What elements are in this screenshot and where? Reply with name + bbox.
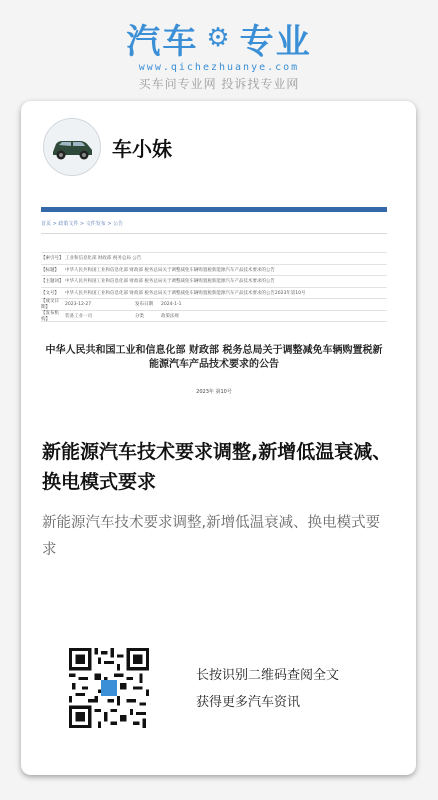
document-thumbnail[interactable] bbox=[41, 207, 387, 462]
meta-value: 政策法规 bbox=[161, 313, 179, 319]
meta-row bbox=[41, 288, 387, 300]
meta-value: 2024-1-1 bbox=[161, 301, 182, 307]
article-summary: 新能源汽车技术要求调整,新增低温衰减、换电模式要求 bbox=[42, 515, 381, 558]
gear-icon: ⚙ bbox=[206, 23, 232, 53]
qr-caption bbox=[196, 662, 339, 716]
brand-name-left: 汽车 bbox=[126, 21, 199, 62]
meta-row bbox=[41, 311, 387, 323]
document-breadcrumb: 首页 > 政策文件 > 文件发布 > 公告 bbox=[41, 221, 124, 227]
meta-value: 中华人民共和国工业和信息化部 财政部 税务总局关于调整减免车辆购置税新能源汽车产品技术要求的公告 bbox=[65, 267, 275, 273]
document-title: 中华人民共和国工业和信息化部 财政部 税务总局关于调整减免车辆购置税新能源汽车产品技术要求的公告 bbox=[45, 345, 383, 370]
meta-value: 中华人民共和国工业和信息化部 财政部 税务总局关于调整减免车辆购置税新能源汽车产品技术要求的公告2023年第10号 bbox=[65, 290, 306, 296]
meta-value: 工业和信息化部 财政部 税务总局 公告 bbox=[65, 256, 142, 262]
author-name: 车小妹 bbox=[112, 137, 172, 161]
qr-caption-line2: 获得更多汽车资讯 bbox=[196, 695, 301, 710]
meta-row bbox=[41, 276, 387, 288]
meta-key: 【标题】 bbox=[41, 267, 59, 273]
brand-header bbox=[0, 16, 438, 92]
brand-name-right: 专业 bbox=[239, 21, 312, 62]
meta-key: 【发布机构】 bbox=[41, 310, 59, 322]
author-avatar[interactable] bbox=[43, 118, 101, 176]
meta-row bbox=[41, 265, 387, 277]
document-header-bar bbox=[41, 207, 387, 212]
meta-value: 2023-12-27 bbox=[65, 301, 92, 307]
meta-row bbox=[41, 299, 387, 311]
meta-key: 【文号】 bbox=[41, 290, 59, 296]
meta-row bbox=[41, 253, 387, 265]
meta-key: 发布日期 bbox=[135, 302, 153, 308]
document-meta-table bbox=[41, 252, 387, 322]
brand-url: www.qichezhuanye.com bbox=[138, 62, 300, 73]
car-icon bbox=[44, 119, 100, 175]
meta-value: 中华人民共和国工业和信息化部 财政部 税务总局关于调整减免车辆购置税新能源汽车产品技术要求的公告 bbox=[65, 279, 275, 285]
article-headline[interactable]: 新能源汽车技术要求调整,新增低温衰减、换电模式要求 bbox=[42, 441, 392, 493]
meta-key: 【成文日期】 bbox=[41, 299, 59, 311]
share-card bbox=[21, 101, 416, 775]
meta-key: 【主题词】 bbox=[41, 279, 64, 285]
brand-logo bbox=[0, 16, 438, 60]
qr-caption-line1: 长按识别二维码查阅全文 bbox=[196, 668, 340, 683]
qr-code-icon[interactable] bbox=[69, 648, 149, 728]
meta-key: 【索引号】 bbox=[41, 256, 64, 262]
meta-key: 分类 bbox=[135, 313, 144, 319]
document-number: 2023年 第10号 bbox=[196, 389, 232, 395]
brand-slogan: 买车问专业网 投诉找专业网 bbox=[138, 77, 300, 91]
meta-value: 装备工业一司 bbox=[65, 313, 92, 319]
divider bbox=[41, 233, 387, 234]
